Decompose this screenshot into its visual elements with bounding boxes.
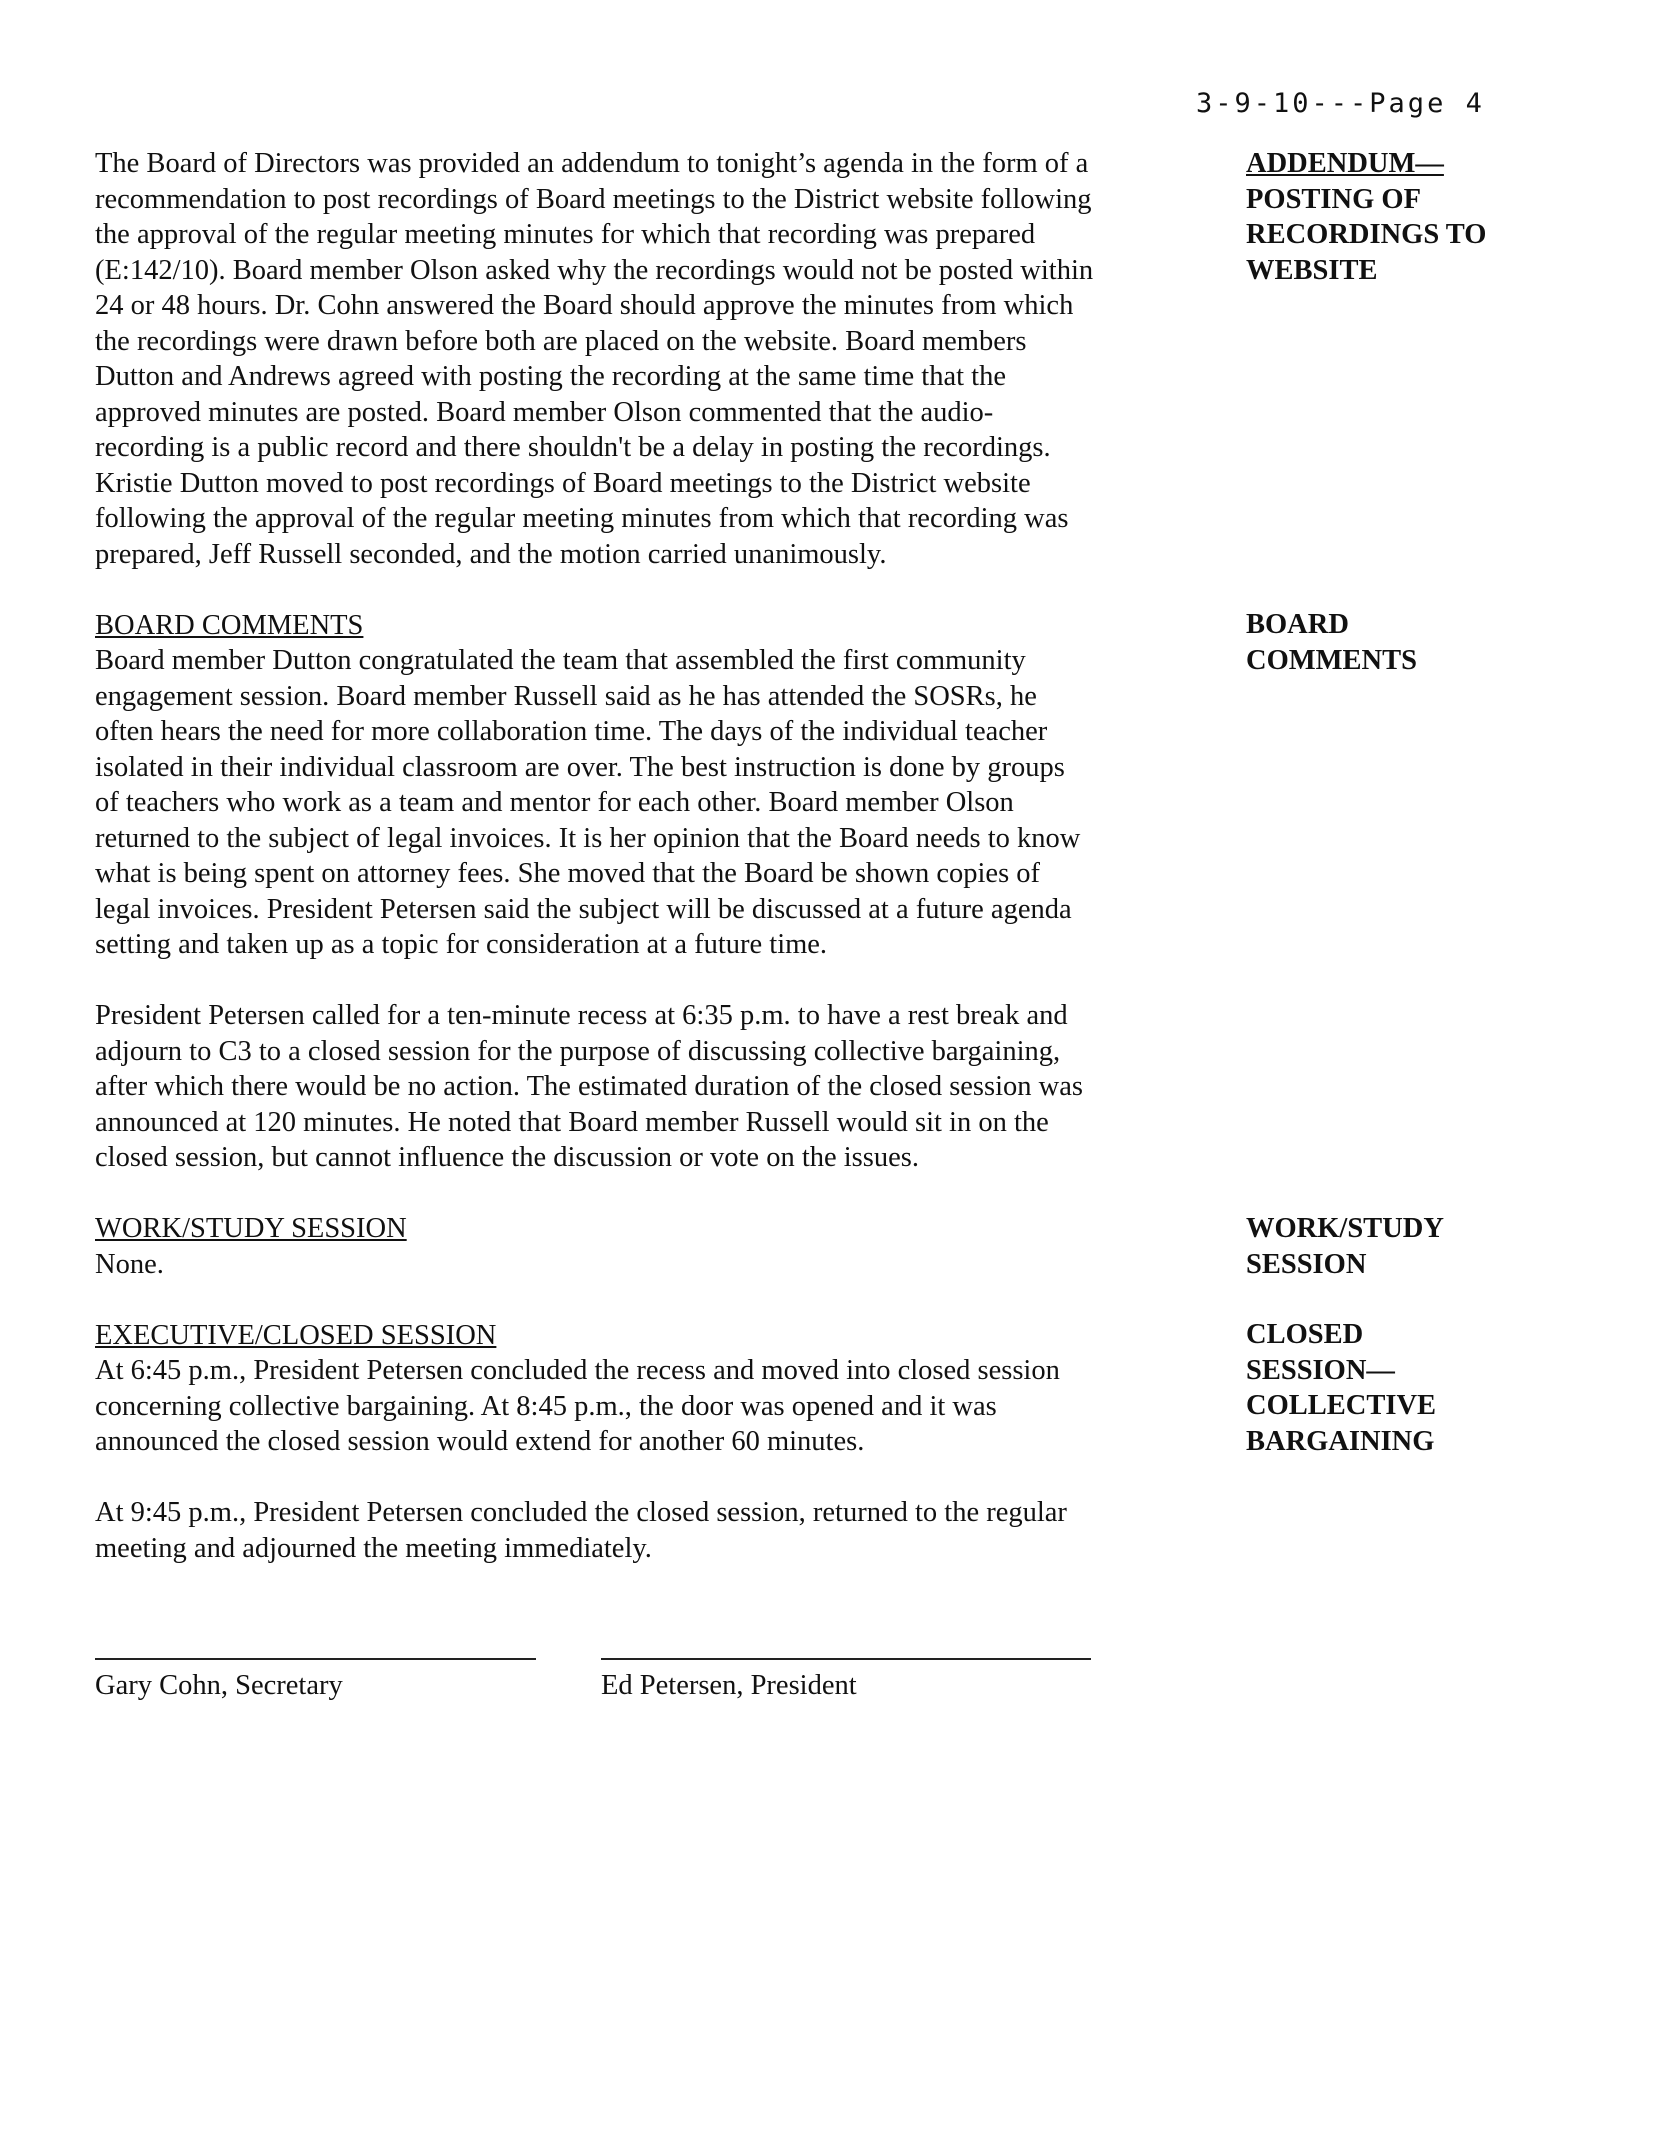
side-heading-closed-session [1246,1317,1606,1459]
side-heading-line: SESSION— [1246,1354,1395,1386]
side-heading-line: RECORDINGS TO [1246,219,1487,250]
adjournment-paragraph [95,1495,1185,1566]
text-line: (E:142/10). Board member Olson asked why the recordings would not be posted within [95,254,1094,286]
text-line: At 6:45 p.m., President Petersen concluded the recess and moved into closed session [95,1355,1060,1386]
text-line: approved minutes are posted. Board member Olson commented that the audio- [95,396,994,428]
closed-session-heading: EXECUTIVE/CLOSED SESSION [95,1319,497,1351]
president-name: Ed Petersen, President [601,1670,857,1701]
side-heading-board-comments [1246,607,1606,678]
recess-paragraph [95,998,1185,1176]
side-heading-addendum [1246,146,1606,288]
text-line: President Petersen called for a ten-minute recess at 6:35 p.m. to have a rest break and [95,1000,1068,1031]
text-line: setting and taken up as a topic for consideration at a future time. [95,929,828,960]
text-line: the recordings were drawn before both are placed on the website. Board members [95,325,1027,357]
text-line: adjourn to C3 to a closed session for the purpose of discussing collective bargaining, [95,1035,1061,1067]
text-line: often hears the need for more collaboration time. The days of the individual teacher [95,716,1048,747]
text-line: meeting and adjourned the meeting immediately. [95,1532,652,1564]
text-line: announced at 120 minutes. He noted that Board member Russell would sit in on the [95,1106,1049,1138]
work-study-section [95,1211,1185,1282]
text-line: recommendation to post recordings of Board meetings to the District website following [95,183,1092,215]
side-heading-line: BOARD [1246,609,1349,640]
text-line: prepared, Jeff Russell seconded, and the motion carried unanimously. [95,538,887,570]
text-line: The Board of Directors was provided an addendum to tonight’s agenda in the form of a [95,148,1089,179]
side-heading-line: ADDENDUM— [1246,148,1444,179]
text-line: the approval of the regular meeting minutes for which that recording was prepared [95,219,1036,250]
text-line: what is being spent on attorney fees. She moved that the Board be shown copies of [95,858,1041,889]
text-line: following the approval of the regular meeting minutes from which that recording was [95,503,1069,534]
side-heading-line: SESSION [1246,1248,1367,1280]
text-line: Kristie Dutton moved to post recordings of Board meetings to the District website [95,467,1031,499]
text-line: Dutton and Andrews agreed with posting the recording at the same time that the [95,361,1006,392]
president-signature-block [601,1658,1091,1702]
text-line: isolated in their individual classroom are over. The best instruction is done by groups [95,751,1065,783]
text-line: after which there would be no action. The estimated duration of the closed session was [95,1071,1083,1102]
side-heading-line: BARGAINING [1246,1425,1435,1457]
text-line: of teachers who work as a team and mentor for each other. Board member Olson [95,787,1014,818]
side-heading-line: WEBSITE [1246,254,1378,286]
side-heading-line: COLLECTIVE [1246,1390,1437,1421]
main-text-column [95,146,1185,1566]
side-heading-work-study [1246,1211,1606,1282]
text-line: None. [95,1248,164,1280]
text-line: engagement session. Board member Russell said as he has attended the SOSRs, he [95,680,1037,712]
work-study-heading: WORK/STUDY SESSION [95,1213,407,1244]
closed-session-section [95,1318,1185,1460]
side-heading-line: CLOSED [1246,1319,1364,1350]
secretary-name: Gary Cohn, Secretary [95,1670,343,1701]
addendum-paragraph [95,146,1185,572]
secretary-signature-block [95,1658,536,1702]
board-comments-section [95,608,1185,963]
text-line: Board member Dutton congratulated the team that assembled the first community [95,645,1026,676]
text-line: closed session, but cannot influence the discussion or vote on the issues. [95,1142,919,1173]
text-line: 24 or 48 hours. Dr. Cohn answered the Board should approve the minutes from which [95,290,1074,321]
side-heading-line: WORK/STUDY [1246,1213,1444,1244]
signature-line [601,1658,1091,1660]
board-comments-heading: BOARD COMMENTS [95,609,364,641]
text-line: returned to the subject of legal invoices. It is her opinion that the Board needs to know [95,822,1081,854]
signature-line [95,1658,536,1660]
side-heading-line: COMMENTS [1246,644,1417,676]
text-line: At 9:45 p.m., President Petersen concluded the closed session, returned to the regular [95,1497,1067,1528]
text-line: recording is a public record and there shouldn't be a delay in posting the recordings. [95,432,1051,463]
text-line: legal invoices. President Petersen said the subject will be discussed at a future agenda [95,893,1072,925]
page-number-header: 3-9-10---Page 4 [1196,88,1485,119]
text-line: announced the closed session would extend for another 60 minutes. [95,1426,865,1457]
side-heading-line: POSTING OF [1246,183,1421,215]
text-line: concerning collective bargaining. At 8:45 p.m., the door was opened and it was [95,1390,997,1422]
